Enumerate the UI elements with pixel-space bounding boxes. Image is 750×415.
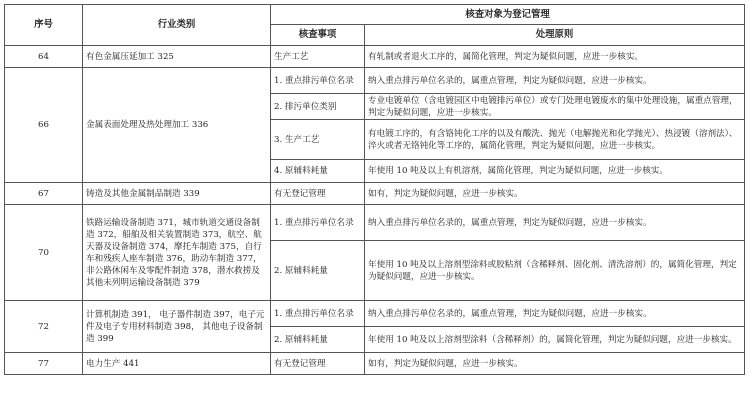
table-row <box>5 205 745 241</box>
row-seq: 77 <box>5 353 83 375</box>
row-seq: 72 <box>5 301 83 353</box>
registration-table <box>4 4 745 375</box>
row-item: 有无登记管理 <box>271 183 365 205</box>
table-row <box>5 353 745 375</box>
table-row <box>5 301 745 327</box>
row-principle: 纳入重点排污单位名录的，属重点管理，判定为疑似问题，应进一步核实。 <box>365 205 745 241</box>
row-seq: 64 <box>5 46 83 68</box>
row-principle: 纳入重点排污单位名录的，属重点管理，判定为疑似问题，应进一步核实。 <box>365 301 745 327</box>
row-industry: 铁路运输设备制造 371，城市轨道交通设备制造 372，船舶及相关装置制造 373，航空、航天器及设备制造 374，摩托车制造 375，自行车和残疾人座车制造 376，助动车制造 377，非公路休闲车及零配件制造 378，潜水救捞及其他未列明运输设备制造 379 <box>83 205 271 301</box>
row-item: 2. 原辅料耗量 <box>271 241 365 301</box>
row-principle: 有轧制或者退火工序的，属简化管理，判定为疑似问题，应进一步核实。 <box>365 46 745 68</box>
row-industry: 计算机制造 391， 电子器件制造 397，电子元件及电子专用材料制造 398， 其他电子设备制造 399 <box>83 301 271 353</box>
table-row <box>5 68 745 94</box>
row-principle: 有电镀工序的，有含铬钝化工序的以及有酸洗、抛光（电解抛光和化学抛光）、热浸镀（溶剂法）、淬火或者无铬钝化等工序的，属简化管理，判定为疑似问题，应进一步核实。 <box>365 120 745 160</box>
header-principle: 处理原则 <box>365 25 745 46</box>
row-item: 生产工艺 <box>271 46 365 68</box>
row-item: 4. 原辅料耗量 <box>271 160 365 183</box>
row-principle: 如有，判定为疑似问题，应进一步核实。 <box>365 183 745 205</box>
row-item: 有无登记管理 <box>271 353 365 375</box>
row-item: 2. 排污单位类别 <box>271 94 365 120</box>
table-row <box>5 183 745 205</box>
row-principle: 如有，判定为疑似问题，应进一步核实。 <box>365 353 745 375</box>
row-seq: 70 <box>5 205 83 301</box>
row-seq: 67 <box>5 183 83 205</box>
row-principle: 纳入重点排污单位名录的，属重点管理，判定为疑似问题，应进一步核实。 <box>365 68 745 94</box>
row-principle: 专业电镀单位（含电镀园区中电镀排污单位）或专门处理电镀废水的集中处理设施，属重点管理，判定为疑似问题，应进一步核实。 <box>365 94 745 120</box>
header-seq: 序号 <box>5 5 83 46</box>
row-principle: 年使用 10 吨及以上溶剂型涂料或胶粘剂（含稀释剂、固化剂、清洗溶剂）的，属简化管理，判定为疑似问题，应进一步核实。 <box>365 241 745 301</box>
row-item: 3. 生产工艺 <box>271 120 365 160</box>
row-item: 1. 重点排污单位名录 <box>271 68 365 94</box>
row-industry: 有色金属压延加工 325 <box>83 46 271 68</box>
row-item: 1. 重点排污单位名录 <box>271 301 365 327</box>
row-industry: 金属表面处理及热处理加工 336 <box>83 68 271 183</box>
header-item: 核查事项 <box>271 25 365 46</box>
row-industry: 电力生产 441 <box>83 353 271 375</box>
row-principle: 年使用 10 吨及以上有机溶剂，属简化管理，判定为疑似问题，应进一步核实。 <box>365 160 745 183</box>
table-row <box>5 46 745 68</box>
row-item: 1. 重点排污单位名录 <box>271 205 365 241</box>
header-group: 核查对象为登记管理 <box>271 5 745 25</box>
row-principle: 年使用 10 吨及以上溶剂型涂料（含稀释剂）的，属简化管理，判定为疑似问题，应进一步核实。 <box>365 327 745 353</box>
row-item: 2. 原辅料耗量 <box>271 327 365 353</box>
header-industry: 行业类别 <box>83 5 271 46</box>
row-industry: 铸造及其他金属制品制造 339 <box>83 183 271 205</box>
row-seq: 66 <box>5 68 83 183</box>
